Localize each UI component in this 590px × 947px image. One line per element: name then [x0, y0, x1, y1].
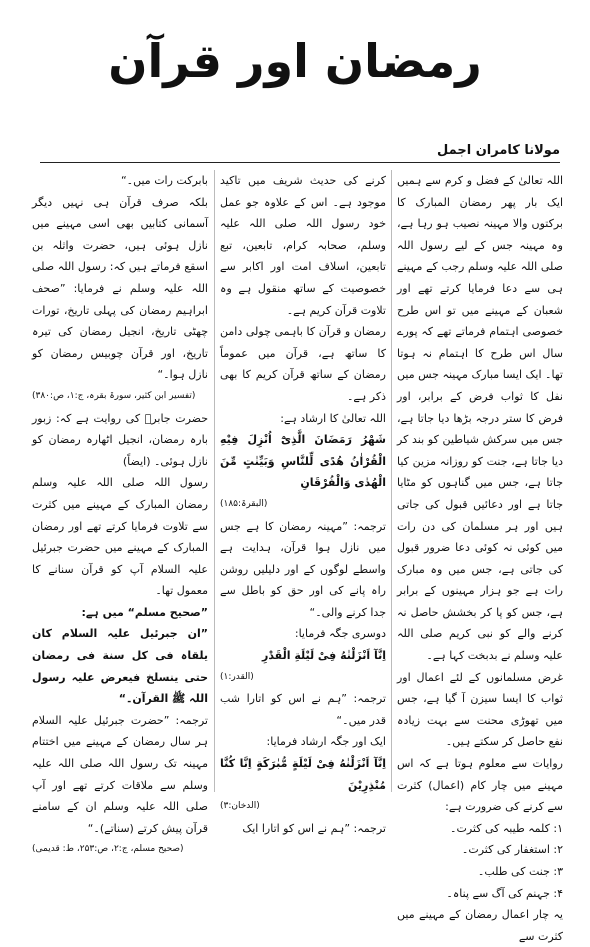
translation: ترجمہ: ”حضرت جبرئیل علیہ السلام ہر سال رمضان کے مہینے میں اختتام مہینہ تک رسول اللہ صلی اللہ علیہ وسلم سے ملاقات کرتے تھے اور آپ صلی اللہ علیہ وسلم ان کے سامنے قرآن پیش کرتے (سناتے)۔“ [32, 713, 208, 835]
paragraph: اللہ تعالیٰ کے فضل و کرم سے ہمیں ایک بار پھر رمضان المبارک کا برکتوں والا مہینہ نصیب ہو رہا ہے، وہ مہینہ جس کے لیے رسول اللہ صلی اللہ علیہ وسلم رجب کے مہینے ہی سے دعا فرمایا کرتے تھے اور شعبان کے مہینے میں تو اس طرح خصوصی اہتمام فرماتے تھے کہ پورے سال اس طرح کا اہتمام نہ ہوتا تھا۔ ایک ایسا مبارک مہینہ جس میں نفل کا ثواب فرض کے برابر، اور فرض کا ستر درجہ بڑھا دیا جاتا ہے، جس میں سرکش شیاطین کو بند کر دیا جاتا ہے، جنت کو روزانہ مزین کیا جاتا ہے، جس میں گناہوں کو مٹایا جاتا ہے اور دعائیں قبول کی جاتی ہیں اور ہر مسلمان کی دن رات میں کوئی نہ کوئی دعا ضرور قبول کی جاتی ہے، جس میں وہ مبارک رات ہے جو ہزار مہینوں کے برابر ہے، جس کو پا کر بخشش حاصل نہ کرنے والے کو نبی کریم صلی اللہ علیہ وسلم نے بدبخت کہا ہے۔ [397, 174, 563, 663]
source-reference: (صحیح مسلم، ج:۲، ص:۲۵۳، ط: قدیمی) [32, 844, 184, 855]
article-title: رمضان اور قرآن [108, 34, 482, 88]
list-item: ۲: استغفار کی کثرت۔ [461, 843, 563, 857]
column-divider [214, 170, 215, 792]
source-reference: (تفسیر ابن کثیر، سورۃ بقرہ، ج:۱، ص:۳۸۰) [32, 390, 196, 401]
verse-reference: (البقرۃ:۱۸۵) [220, 498, 268, 509]
paragraph: روایات سے معلوم ہوتا ہے کہ اس مہینے میں چار کام (اعمال) کثرت سے کرنے کی ضرورت ہے: [397, 757, 563, 814]
translation: ترجمہ: ”ہم نے اس کو اتارا ایک [242, 821, 386, 835]
paragraph: ایک اور جگہ ارشاد فرمایا: [266, 735, 386, 749]
column-middle [220, 170, 386, 835]
paragraph: بابرکت رات میں۔“ [120, 174, 208, 187]
paragraph: دوسری جگہ فرمایا: [294, 627, 386, 641]
list-item: ۴: جہنم کی آگ سے پناہ۔ [446, 886, 563, 900]
paragraph: اللہ تعالیٰ کا ارشاد ہے: [280, 411, 386, 425]
verse-reference: (الدخان:۳) [220, 801, 260, 812]
paragraph: یہ چار اعمال رمضان کے مہینے میں کثرت سے [397, 908, 563, 943]
quran-verse: شَهْرُ رَمَضَانَ الَّذِیْٓ اُنْزِلَ فِیْهِ الْقُرْاٰنُ هُدًى لِّلنَّاسِ وَبَیِّنٰتٍ مِّنَ الْهُدٰى وَالْفُرْقَانِ [220, 433, 386, 490]
paragraph: کرنے کی حدیث شریف میں تاکید موجود ہے۔ اس کے علاوہ جو عمل خود رسول اللہ صلی اللہ علیہ وسلم، صحابہ کرام، تابعین، تبع تابعین، اسلاف امت اور اکابر سے خصوصیت کے ساتھ منقول ہے وہ تلاوت قرآن کریم ہے۔ [220, 174, 386, 317]
translation: ترجمہ: ”ہم نے اس کو اتارا شب قدر میں۔“ [220, 692, 386, 727]
column-left [32, 170, 208, 855]
paragraph: حضرت جابرؓ کی روایت ہے کہ: زبور بارہ رمضان، انجیل اٹھارہ رمضان کو نازل ہوئی۔ (ایضاً) [32, 411, 208, 468]
paragraph: بلکہ صرف قرآن ہی نہیں دیگر آسمانی کتابیں بھی اسی مہینے میں نازل ہوئی ہیں، حضرت واثلہ بن اسقع فرماتے ہیں کہ: رسول اللہ صلی اللہ علیہ وسلم نے فرمایا: ”صحف ابراہیم رمضان کی پہلی تاریخ، تورات چھٹی تاریخ، انجیل رمضان کی تیرہ تاریخ، اور قرآن چوبیس رمضان کو نازل ہوا۔“ [32, 195, 208, 382]
translation: ترجمہ: ”مہینہ رمضان کا ہے جس میں نازل ہوا قرآن، ہدایت ہے واسطے لوگوں کے اور دلیلیں روشن راہ پانے کی اور حق کو باطل سے جدا کرنے والی۔“ [220, 519, 386, 619]
column-divider [391, 170, 392, 792]
verse-reference: (القدر:۱) [220, 671, 254, 682]
quran-verse: اِنَّآ اَنْزَلْنٰهُ فِیْ لَیْلَةٍ مُّبٰرَكَةٍ اِنَّا كُنَّا مُنْذِرِیْنَ [220, 757, 386, 792]
paragraph: غرض مسلمانوں کے لئے اعمال اور ثواب کا ایسا سیزن آ گیا ہے، جس میں تھوڑی محنت سے بہت زیادہ نفع حاصل کر سکتے ہیں۔ [397, 670, 563, 749]
column-right [397, 170, 563, 943]
quran-verse: اِنَّآ اَنْزَلْنٰهُ فِیْ لَیْلَةِ الْقَدْرِ [261, 649, 386, 663]
hadith-text: ”ان جبرئیل علیہ السلام کان یلقاہ فی کل سنة فی رمضان حتی ینسلخ فیعرض علیہ رسول اللہ ﷺ القرآن۔“ [32, 627, 208, 706]
list-item: ۱: کلمہ طیبہ کی کثرت۔ [450, 821, 563, 835]
paragraph: رسول اللہ صلی اللہ علیہ وسلم رمضان المبارک کے مہینے میں کثرت سے تلاوت فرمایا کرتے تھے اور رمضان المبارک کے مہینے میں حضرت جبرئیل علیہ السلام آپ کو قرآن سنانے کا معمول تھا۔ [32, 476, 208, 598]
list-item: ۳: جنت کی طلب۔ [477, 865, 563, 878]
paragraph: رمضان و قرآن کا باہمی چولی دامن کا ساتھ ہے، قرآن میں عموماً رمضان کے ساتھ قرآن کریم کا بھی ذکر ہے۔ [220, 325, 386, 403]
author-name: مولانا کامران اجمل [437, 143, 560, 158]
paragraph: ”صحیح مسلم“ میں ہے: [81, 605, 208, 619]
header-rule [40, 162, 560, 163]
